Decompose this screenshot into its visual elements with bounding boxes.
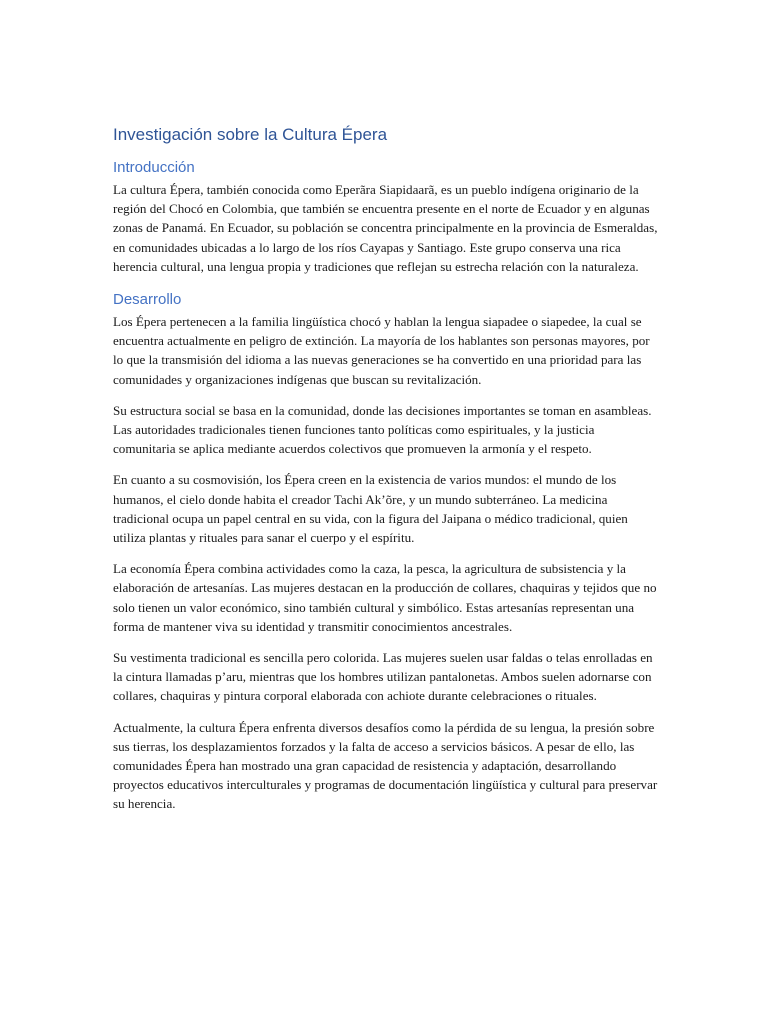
- paragraph: La cultura Épera, también conocida como Eperãra Siapidaarã, es un pueblo indígena originario de la región del Chocó en Colombia, que también se encuentra presente en el norte de Ecuador y en algunas zonas de Panamá. En Ecuador, su población se concentra principalmente en la provincia de Esmeraldas, en comunidades ubicadas a lo largo de los ríos Cayapas y Santiago. Este grupo conserva una rica herencia cultural, una lengua propia y tradiciones que reflejan su estrecha relación con la naturaleza.: [113, 182, 658, 274]
- paragraph: Su estructura social se basa en la comunidad, donde las decisiones importantes se toman en asambleas. Las autoridades tradicionales tienen funciones tanto políticas como espirituales, y la justicia comunitaria se aplica mediante acuerdos colectivos que promueven la armonía y el respeto.: [113, 402, 652, 457]
- section-heading-introduccion: Introducción: [113, 159, 195, 176]
- paragraph: Los Épera pertenecen a la familia lingüística chocó y hablan la lengua siapadee o siapedee, la cual se encuentra actualmente en peligro de extinción. La mayoría de los hablantes son personas mayores, por lo que la transmisión del idioma a las nuevas generaciones se ha convertido en una prioridad para las comunidades y organizaciones indígenas que buscan su revitalización.: [113, 314, 650, 387]
- section-introduccion: [113, 158, 658, 276]
- paragraph: En cuanto a su cosmovisión, los Épera creen en la existencia de varios mundos: el mundo de los humanos, el cielo donde habita el creador Tachi Ak’õre, y un mundo subterráneo. La medicina tradicional ocupa un papel central en su vida, con la figura del Jaipana o médico tradicional, quien utiliza plantas y rituales para sanar el cuerpo y el espíritu.: [113, 472, 628, 546]
- section-desarrollo: [113, 290, 658, 814]
- section-heading-desarrollo: Desarrollo: [113, 291, 182, 309]
- document-page: [113, 124, 658, 826]
- paragraph: La economía Épera combina actividades como la caza, la pesca, la agricultura de subsistencia y la elaboración de artesanías. Las mujeres destacan en la producción de collares, chaquiras y tejidos que no solo tienen un valor económico, sino también cultural y simbólico. Estas artesanías representan una forma de mantener viva su identidad y transmitir conocimientos ancestrales.: [113, 561, 657, 634]
- paragraph: Actualmente, la cultura Épera enfrenta diversos desafíos como la pérdida de su lengua, la presión sobre sus tierras, los desplazamientos forzados y la falta de acceso a servicios básicos. A pesar de ello, las comunidades Épera han mostrado una gran capacidad de resistencia y adaptación, desarrollando proyectos educativos interculturales y programas de documentación lingüística y cultural para preservar su herencia.: [113, 719, 658, 812]
- page-title: Investigación sobre la Cultura Épera: [113, 125, 388, 144]
- paragraph: Su vestimenta tradicional es sencilla pero colorida. Las mujeres suelen usar faldas o telas enrolladas en la cintura llamadas p’aru, mientras que los hombres utilizan pantalonetas. Ambos suelen adornarse con collares, chaquiras y pintura corporal elaborada con achiote durante celebraciones o rituales.: [113, 650, 653, 704]
